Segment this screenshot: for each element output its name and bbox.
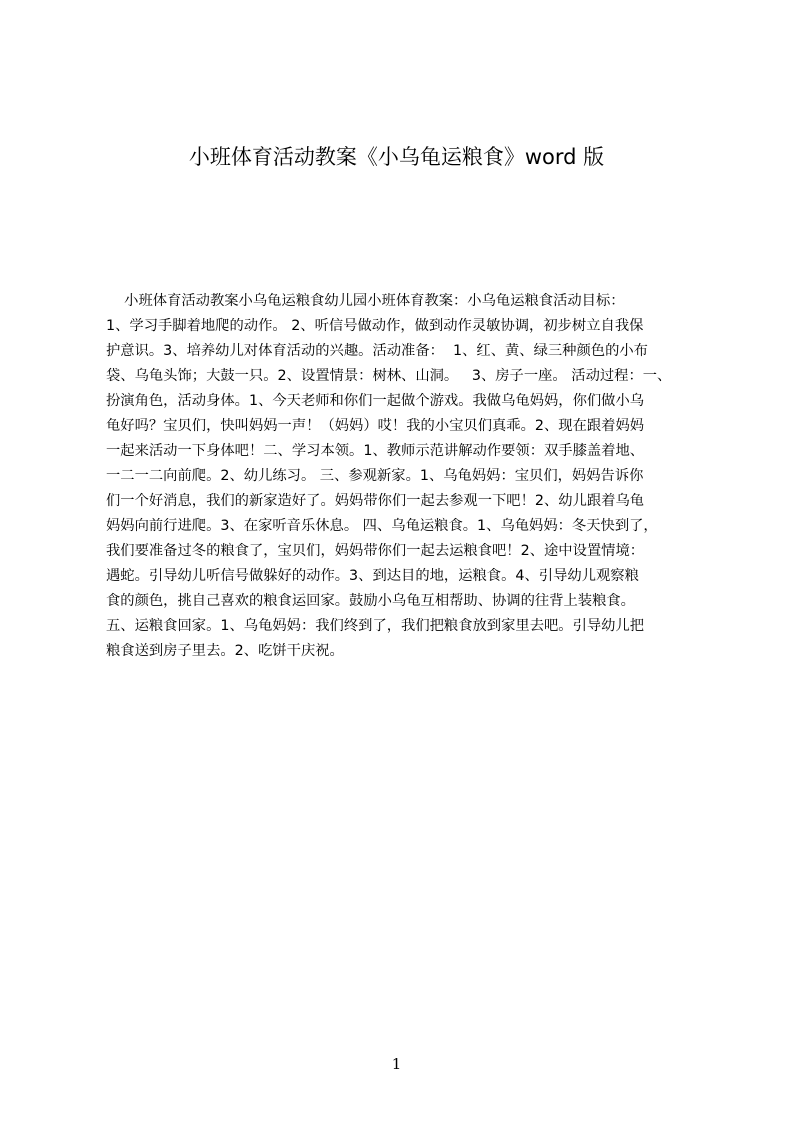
body-line: 龟好吗？宝贝们，快叫妈妈一声！（妈妈）哎！我的小宝贝们真乖。2、现在跟着妈妈 [106,418,645,434]
body-line: 妈妈向前行进爬。3、在家听音乐休息。 四、乌龟运粮食。1、乌龟妈妈：冬天快到了， [106,518,658,534]
body-line: 粮食送到房子里去。2、吃饼干庆祝。 [106,643,344,659]
body-line: 护意识。3、培养幼儿对体育活动的兴趣。活动准备： 1、红、黄、绿三种颜色的小布 [106,343,648,359]
body-line: 1、学习手脚着地爬的动作。 2、听信号做动作，做到动作灵敏协调，初步树立自我保 [106,318,644,334]
body-line: 遇蛇。引导幼儿听信号做躲好的动作。3、到达目的地，运粮食。4、引导幼儿观察粮 [106,568,639,584]
body-line: 小班体育活动教案小乌龟运粮食幼儿园小班体育教案：小乌龟运粮食活动目标： [106,293,625,309]
page-number: 1 [391,1055,402,1073]
body-line: 一二一二向前爬。2、幼儿练习。 三、参观新家。1、乌龟妈妈：宝贝们，妈妈告诉你 [106,468,644,484]
body-line: 一起来活动一下身体吧！二、学习本领。1、教师示范讲解动作要领：双手膝盖着地、 [106,443,645,459]
body-line: 五、运粮食回家。1、乌龟妈妈：我们终到了，我们把粮食放到家里去吧。引导幼儿把 [106,618,645,634]
body-line: 袋、乌龟头饰；大鼓一只。2、设置情景：树林、山洞。 3、房子一座。 活动过程：一、 [106,368,672,384]
body-line: 食的颜色，挑自己喜欢的粮食运回家。鼓励小乌龟互相帮助、协调的往背上装粮食。 [106,593,635,609]
body-line: 我们要准备过冬的粮食了，宝贝们，妈妈带你们一起去运粮食吧！2、途中设置情境： [106,543,645,559]
document-body [106,289,698,689]
body-line: 扮演角色，活动身体。1、今天老师和你们一起做个游戏。我做乌龟妈妈，你们做小乌 [106,393,645,409]
document-title: 小班体育活动教案《小乌龟运粮食》word 版 [188,145,605,169]
body-line: 们一个好消息，我们的新家造好了。妈妈带你们一起去参观一下吧！2、幼儿跟着乌龟 [106,493,645,509]
